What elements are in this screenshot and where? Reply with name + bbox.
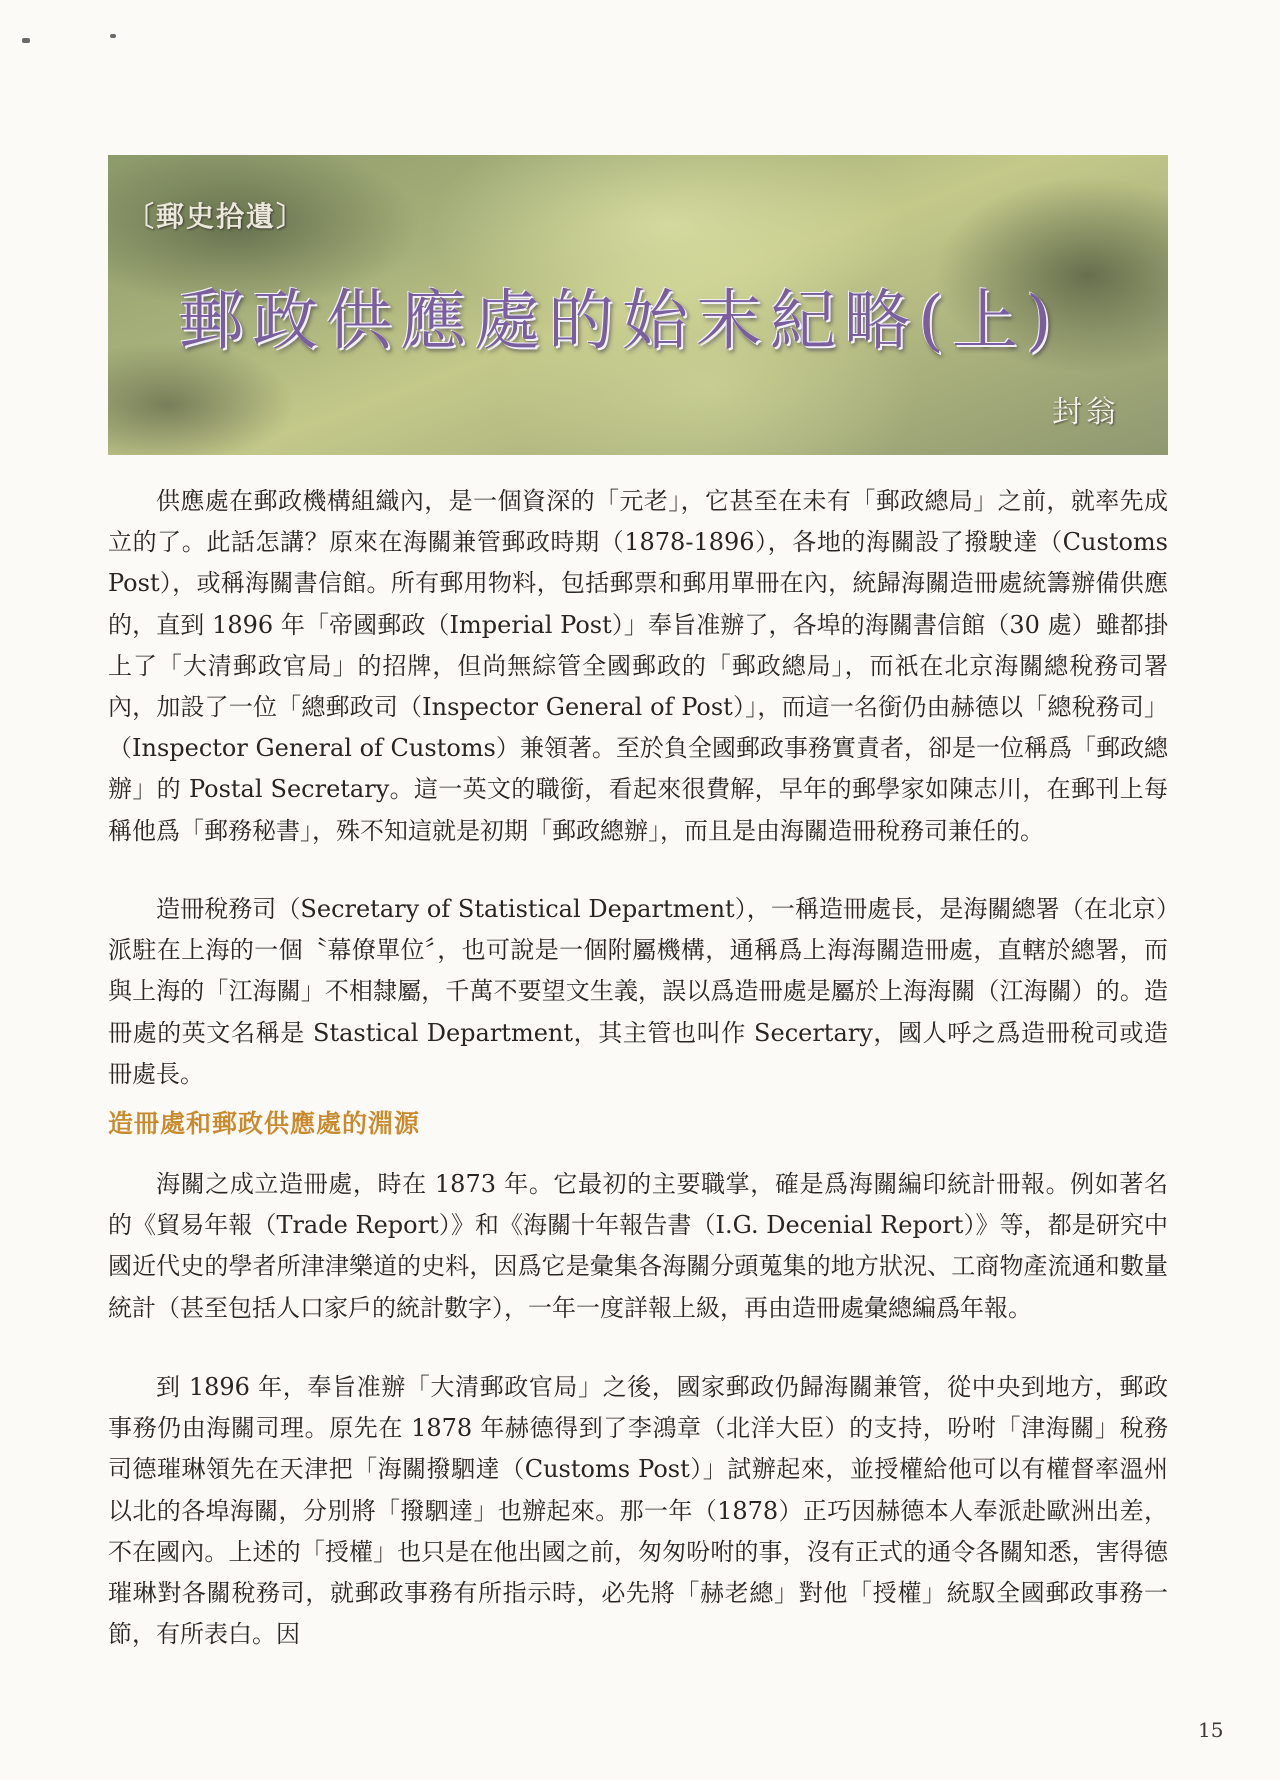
- body-paragraph: 海關之成立造冊處，時在 1873 年。它最初的主要職掌，確是爲海關編印統計冊報。例如著名的《貿易年報（Trade Report）》和《海關十年報告書（I.G. Decenial Report）》等，都是研究中國近代史的學者所津津樂道的史料，因爲它是彙集各海關分頭蒐集的地方狀況、工商物產流通和數量統計（甚至包括人口家戶的統計數字），一年一度詳報上級，再由造冊處彙總編爲年報。: [108, 1170, 1168, 1322]
- body-paragraph: 供應處在郵政機構組織內，是一個資深的「元老」，它甚至在未有「郵政總局」之前，就率先成立的了。此話怎講？原來在海關兼管郵政時期（1878-1896），各地的海關設了撥駛達（Customs Post），或稱海關書信館。所有郵用物料，包括郵票和郵用單冊在內，統歸海關造冊處統籌辦備供應的，直到 1896 年「帝國郵政（Imperial Post）」奉旨准辦了，各埠的海關書信館（30 處）雖都掛上了「大清郵政官局」的招牌，但尚無綜管全國郵政的「郵政總局」，而祇在北京海關總稅務司署內，加設了一位「總郵政司（Inspector General of Post）」，而這一名銜仍由赫德以「總稅務司」（Inspector General of Customs）兼領著。至於負全國郵政事務實責者，卻是一位稱爲「郵政總辦」的 Postal Secretary。這一英文的職銜，看起來很費解，早年的郵學家如陳志川，在郵刊上每稱他爲「郵務秘書」，殊不知這就是初期「郵政總辦」，而且是由海關造冊稅務司兼任的。: [108, 487, 1168, 845]
- scan-mark: [22, 38, 30, 43]
- article-title: 郵政供應處的始末紀略(上): [178, 282, 1060, 359]
- section-heading: 造冊處和郵政供應處的淵源: [108, 1109, 421, 1138]
- page-number: 15: [1198, 1718, 1224, 1742]
- author-name: 封翁: [1052, 395, 1120, 430]
- body-paragraph: 造冊稅務司（Secretary of Statistical Department），一稱造冊處長，是海關總署（在北京）派駐在上海的一個〝幕僚單位〞，也可說是一個附屬機構，通稱爲上海海關造冊處，直轄於總署，而與上海的「江海關」不相隸屬，千萬不要望文生義，誤以爲造冊處是屬於上海海關（江海關）的。造冊處的英文名稱是 Stastical Department，其主管也叫作 Secertary，國人呼之爲造冊稅司或造冊處長。: [108, 895, 1168, 1088]
- header-banner: [108, 155, 1168, 455]
- body-paragraph: 到 1896 年，奉旨准辦「大清郵政官局」之後，國家郵政仍歸海關兼管，從中央到地方，郵政事務仍由海關司理。原先在 1878 年赫德得到了李鴻章（北洋大臣）的支持，吩咐「津海關」稅務司德璀琳領先在天津把「海關撥駟達（Customs Post）」試辦起來，並授權給他可以有權督率溫州以北的各埠海關，分別將「撥駟達」也辦起來。那一年（1878）正巧因赫德本人奉派赴歐洲出差，不在國內。上述的「授權」也只是在他出國之前，匆匆吩咐的事，沒有正式的通令各關知悉，害得德璀琳對各關稅務司，就郵政事務有所指示時，必先將「赫老總」對他「授權」統馭全國郵政事務一節，有所表白。因: [108, 1373, 1168, 1649]
- scan-mark: [110, 34, 116, 38]
- column-tag: 〔郵史拾遺〕: [126, 200, 307, 233]
